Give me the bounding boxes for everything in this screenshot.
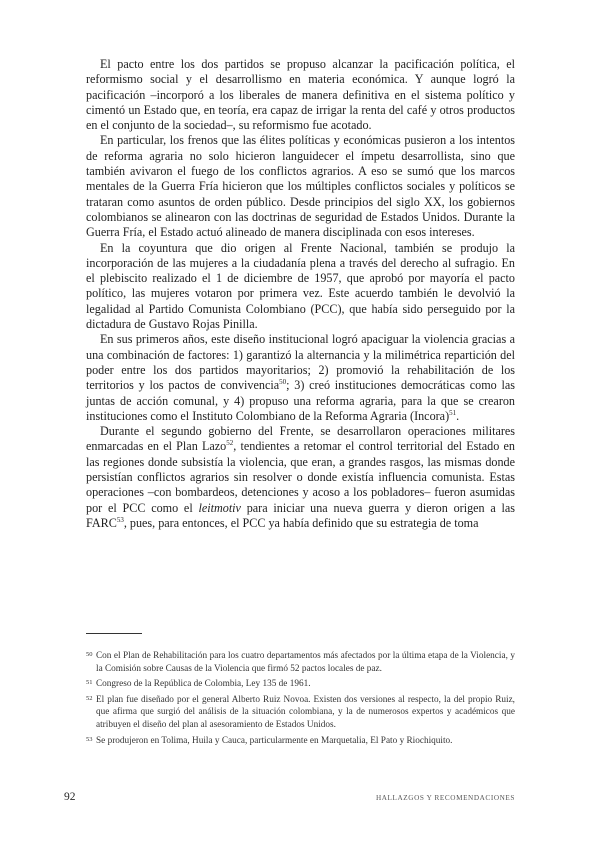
footnote-text: Congreso de la República de Colombia, Ley 135 de 1961. xyxy=(96,679,311,690)
footnote-text: El plan fue diseñado por el general Alberto Ruiz Novoa. Existen dos versiones al respecto, la del propio Ruiz, que afirma que surgió del análisis de la situación colombiana, y la de numerosos expertos y académicos que atribuyen el diseño del plan al asesoramiento de Estados Unidos. xyxy=(96,694,515,730)
footnote-52 xyxy=(86,694,515,732)
footnote-separator xyxy=(86,633,142,634)
running-footer-title: HALLAZGOS Y RECOMENDACIONES xyxy=(375,794,515,802)
footnote-number: 50 xyxy=(86,651,93,658)
paragraph-3: En la coyuntura que dio origen al Frente Nacional, también se produjo la incorporación de las mujeres a la ciudadanía plena a través del derecho al sufragio. En el plebiscito realizado el 1 de diciembre de 1957, que aprobó por mayoría el pacto político, las mujeres votaron por primera vez. Este acuerdo también le devolvió la legalidad al Partido Comunista Colombiano (PCC), que había sido perseguido por la dictadura de Gustavo Rojas Pinilla. xyxy=(86,240,515,332)
paragraph-4 xyxy=(86,332,515,424)
footnote-ref-50[interactable]: 50 xyxy=(279,378,287,387)
footnote-number: 51 xyxy=(86,679,93,687)
paragraph-5-text-c: para iniciar una nueva guerra y dieron origen a las FARC xyxy=(86,500,516,530)
footnotes xyxy=(86,650,515,750)
page-number: 92 xyxy=(64,791,76,803)
footnote-53 xyxy=(86,735,515,748)
footnote-text: Se produjeron en Tolima, Huila y Cauca, particularmente en Marquetalia, El Pato y Riochiquito. xyxy=(96,735,453,746)
paragraph-2: En particular, los frenos que las élites políticas y económicas pusieron a los intentos de reforma agraria no solo hicieron languidecer el ímpetu desarrollista, sino que también avivaron el fuego de los conflictos agrarios. A eso se sumó que los marcos mentales de la Guerra Fría hicieron que los múltiples conflictos sociales y políticos se trataran como asuntos de orden público. Desde principios del siglo XX, los gobiernos colombianos se alinearon con las doctrinas de seguridad de Estados Unidos. Durante la Guerra Fría, el Estado actuó alineado de manera disciplinada con esos intereses. xyxy=(86,133,515,240)
footnote-number: 52 xyxy=(86,694,93,702)
footnote-number: 53 xyxy=(86,735,93,743)
footnote-ref-51[interactable]: 51 xyxy=(449,408,457,417)
paragraph-1: El pacto entre los dos partidos se propuso alcanzar la pacificación política, el reformismo social y el desarrollismo en materia económica. Y aunque logró la pacificación –incorporó a los liberales de manera definitiva en el sistema político y cimentó un Estado que, en teoría, era capaz de irrigar la renta del café y otros productos en el conjunto de la sociedad–, su reformismo fue acotado. xyxy=(86,57,515,133)
paragraph-5-text-a: Durante el segundo gobierno del Frente, se desarrollaron operaciones militares enmarcadas en el Plan Lazo xyxy=(86,424,515,454)
footnote-51 xyxy=(86,678,515,691)
paragraph-5 xyxy=(86,424,515,531)
footnote-text: Con el Plan de Rehabilitación para los cuatro departamentos más afectados por la última etapa de la Violencia, y la Comisión sobre Causas de la Violencia que firmó 52 pactos locales de paz. xyxy=(96,651,515,674)
paragraph-4-text-b: ; 3) creó instituciones democráticas como las juntas de acción comunal, y 4) propuso una reforma agraria, para la que se crearon instituciones como el Instituto Colombiano de la Reforma Agraria (Incora) xyxy=(86,378,515,423)
paragraph-5-text-b: , tendientes a retomar el control territorial del Estado en las regiones donde subsistía la violencia, que eran, a grandes rasgos, las mismas donde persistían conflictos agrarios sin resolver o donde existía influencia comunista. Estas operaciones –con bombardeos, detenciones y acoso a los pobladores– fueron asumidas por el PCC como el xyxy=(86,439,515,515)
paragraph-5-emphasis: leitmotiv xyxy=(198,500,241,515)
footnote-ref-52[interactable]: 52 xyxy=(226,439,234,448)
footnote-ref-53[interactable]: 53 xyxy=(116,515,124,524)
footnote-50 xyxy=(86,650,515,675)
paragraph-4-text-c: . xyxy=(456,408,460,423)
paragraph-4-text-a: En sus primeros años, este diseño institucional logró apaciguar la violencia gracias a una combinación de factores: 1) garantizó la alternancia y la milimétrica repartición del poder entre los dos partidos mayoritarios; 2) promovió la rehabilitación de los territorios y los pactos de convivencia xyxy=(86,332,515,393)
paragraph-5-text-d: , pues, para entonces, el PCC ya había definido que su estrategia de toma xyxy=(123,515,479,530)
body-text xyxy=(86,57,515,531)
